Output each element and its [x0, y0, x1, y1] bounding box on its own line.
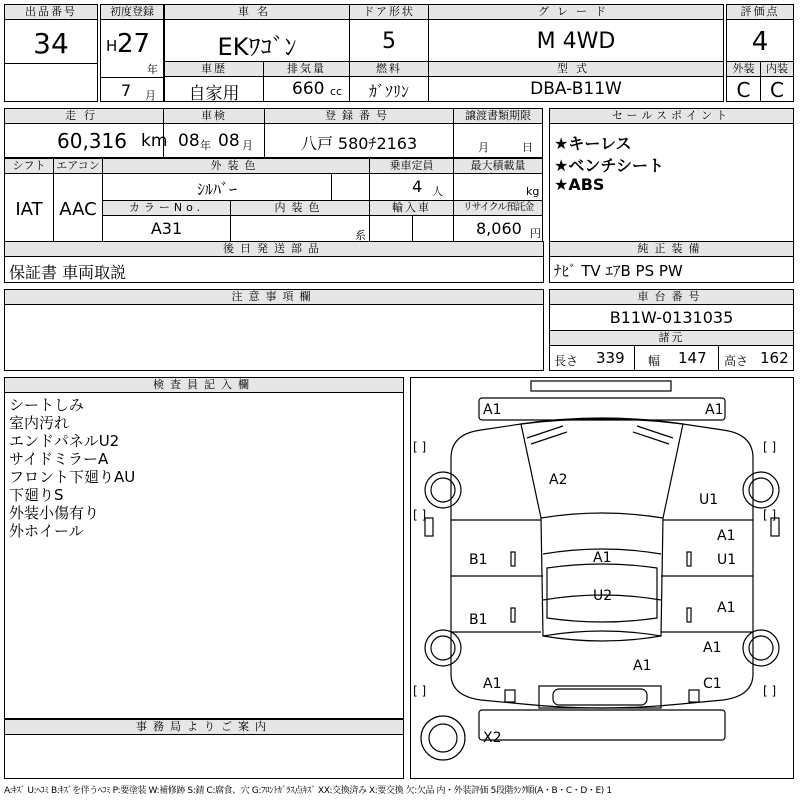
history-value: 自家用 [188, 84, 240, 104]
interior-grade-box [760, 61, 794, 102]
interior-color-unit: 系 [355, 229, 366, 242]
bracket-left-rear: [ ] [413, 684, 427, 698]
mark-left-rear-quarter: A1 [483, 676, 502, 692]
import-box [369, 200, 454, 242]
car-name-box [164, 4, 350, 62]
interior-grade-value: C [770, 78, 784, 102]
mark-trunk: A1 [633, 658, 652, 674]
inspector-note-8: 外ホイール [9, 522, 84, 540]
later-parts-label: 後日発送部品 [5, 242, 543, 257]
aircon-value: AAC [59, 199, 97, 220]
transfer-tsuki: 月 [478, 141, 489, 154]
recycle-unit: 円 [530, 227, 541, 240]
mark-right-rear-fender: A1 [703, 640, 722, 656]
aircon-label: エアコン [54, 159, 102, 174]
reg-month: 7 [121, 81, 132, 100]
inspection-nen: 年 [200, 139, 211, 152]
dims-label: 諸元 [550, 330, 793, 346]
mark-right-front-door-u: U1 [717, 552, 737, 568]
sales-point-2: ★ベンチシート [554, 156, 665, 175]
interior-color-box [230, 200, 370, 242]
lot-label: 出品番号 [5, 5, 97, 20]
plate-box [264, 108, 454, 158]
inspector-note-6: 下廻りS [9, 486, 64, 504]
inspector-box [4, 377, 404, 719]
mark-left-rear-door: B1 [469, 612, 488, 628]
mileage-unit: km [141, 131, 168, 151]
car-name-label: 車名 [165, 5, 349, 20]
shift-label: シフト [5, 159, 53, 174]
bracket-left-mid: [ ] [413, 508, 427, 522]
exterior-color-label: 外装色 [103, 159, 369, 174]
grade-value: M 4WD [536, 29, 616, 54]
office-label: 事務局よりご案内 [5, 720, 403, 735]
length-value: 339 [596, 349, 625, 367]
shift-value: IAT [15, 199, 43, 220]
interior-grade-label: 内装 [761, 62, 793, 77]
inspector-note-1: シートしみ [9, 396, 85, 414]
exterior-color-value: ｼﾙﾊﾞｰ [196, 180, 237, 199]
score-value: 4 [751, 27, 769, 57]
car-name-value: EKﾜｺﾞﾝ [217, 33, 297, 61]
displacement-box [263, 61, 350, 102]
equipment-label: 純正装備 [550, 242, 793, 257]
inspection-year: 08 [178, 131, 200, 151]
model-label: 型式 [429, 62, 723, 77]
interior-color-label: 内装色 [231, 201, 369, 216]
transfer-label: 譲渡書類期限 [454, 109, 542, 124]
inspector-note-5: フロント下廻りAU [9, 468, 136, 486]
bracket-right-mid: [ ] [763, 508, 777, 522]
first-registration-box [100, 4, 164, 102]
mark-roof-rear: U2 [593, 588, 613, 604]
later-parts-box [4, 241, 544, 283]
bracket-left-front: [ ] [413, 440, 427, 454]
sales-point-3: ★ABS [554, 175, 605, 194]
mark-front-bumper-left: A1 [483, 402, 502, 418]
inspection-month: 08 [218, 131, 240, 151]
inspector-label: 検査員記入欄 [5, 378, 403, 393]
history-box [164, 61, 264, 102]
seats-value: 4 [412, 177, 423, 196]
model-box [428, 61, 724, 102]
car-outline-diagram [411, 378, 793, 778]
office-box [4, 719, 404, 779]
grade-box [428, 4, 724, 62]
load-unit: kg [526, 185, 540, 198]
era: H [106, 37, 118, 55]
caution-label: 注意事項欄 [5, 290, 543, 305]
import-label: 輸入車 [370, 201, 453, 216]
legend-text: A:ｷｽﾞ U:ﾍｺﾐ B:ｷｽﾞを伴うﾍｺﾐ P:要塗装 W:補修跡 S:錆 C:腐食、穴 G:ﾌﾛﾝﾄｶﾞﾗｽ点ｷｽﾞ XX:交換済み X:要交換 欠:欠品 内・外装評価 5段階ﾗﾝｸ順(A・B・C・D・E) 1 [4, 786, 612, 796]
reg-year: 27 [117, 29, 151, 59]
mark-rear-bumper-left: X2 [483, 730, 502, 746]
exterior-grade-label: 外装 [727, 62, 760, 77]
chassis-label: 車台番号 [550, 290, 793, 305]
length-label: 長さ [554, 354, 579, 368]
first-registration-label: 初度登録 [101, 5, 163, 20]
bracket-right-rear: [ ] [763, 684, 777, 698]
height-label: 高さ [724, 354, 749, 368]
inspection-label: 車検 [164, 109, 264, 124]
later-parts-value: 保証書 車両取説 [9, 263, 127, 282]
color-code-label: カラーNo. [103, 201, 230, 216]
sales-points-label: セールスポイント [550, 109, 793, 124]
door-label: ドア形状 [350, 5, 428, 20]
door-value: 5 [382, 29, 396, 54]
sales-points-box [549, 108, 794, 242]
recycle-box [453, 200, 543, 242]
lot-box [4, 4, 98, 102]
tsuki-label: 月 [145, 89, 156, 102]
bracket-right-front: [ ] [763, 440, 777, 454]
mark-right-front-fender: U1 [699, 492, 719, 508]
color-code-value: A31 [150, 219, 183, 238]
chassis-value: B11W-0131035 [609, 308, 734, 327]
mark-right-rear-door: A1 [717, 600, 736, 616]
fuel-label: 燃料 [350, 62, 428, 77]
fuel-value: ｶﾞｿﾘﾝ [368, 82, 409, 101]
sales-point-1: ★キーレス [554, 134, 632, 153]
fuel-box [349, 61, 429, 102]
exterior-grade-value: C [736, 78, 751, 102]
plate-label: 登録番号 [265, 109, 453, 124]
mileage-value: 60,316 [57, 129, 127, 153]
mark-front-bumper-right: A1 [705, 402, 724, 418]
exterior-grade-box [726, 61, 761, 102]
lot-value: 34 [33, 27, 69, 60]
transfer-box [453, 108, 543, 158]
inspector-note-2: 室内汚れ [9, 414, 70, 432]
exterior-color-box [102, 158, 370, 201]
displacement-label: 排気量 [264, 62, 349, 77]
inspector-note-3: エンドパネルU2 [9, 432, 120, 450]
seats-unit: 人 [432, 185, 443, 198]
chassis-box [549, 289, 794, 371]
inspector-note-7: 外装小傷有り [9, 504, 100, 522]
damage-diagram [410, 377, 794, 779]
inspector-note-4: サイドミラーA [9, 450, 109, 468]
mileage-label: 走行 [5, 109, 163, 124]
nen-label: 年 [147, 63, 158, 76]
caution-box [4, 289, 544, 371]
width-value: 147 [678, 349, 707, 367]
score-label: 評価点 [727, 5, 793, 20]
model-value: DBA-B11W [530, 79, 622, 99]
transfer-hi: 日 [522, 141, 533, 154]
displacement-unit: cc [330, 85, 343, 98]
width-label: 幅 [648, 354, 661, 368]
seats-box [369, 158, 454, 201]
mark-left-front-door: B1 [469, 552, 488, 568]
displacement-value: 660 [292, 79, 325, 99]
color-code-box [102, 200, 231, 242]
shift-box [4, 158, 54, 242]
load-label: 最大積載量 [454, 159, 542, 174]
load-box [453, 158, 543, 201]
recycle-label: リサイクル預託金 [454, 201, 542, 216]
mark-roof: A1 [593, 550, 612, 566]
mark-right-front-door-a: A1 [717, 528, 736, 544]
inspection-tsuki: 月 [242, 139, 253, 152]
equipment-value: ﾅﾋﾞ TV ｴｱB PS PW [554, 262, 683, 280]
seats-label: 乗車定員 [370, 159, 453, 174]
height-value: 162 [760, 349, 789, 367]
aircon-box [53, 158, 103, 242]
mark-hood: A2 [549, 472, 568, 488]
score-box [726, 4, 794, 62]
plate-value: 八戸 580ﾁ2163 [300, 134, 418, 153]
recycle-value: 8,060 [476, 219, 522, 238]
inspection-box [163, 108, 265, 158]
mileage-box [4, 108, 168, 158]
equipment-box [549, 241, 794, 283]
door-box [349, 4, 429, 62]
grade-label: グレード [429, 5, 723, 20]
history-label: 車歴 [165, 62, 263, 77]
mark-right-rear-quarter: C1 [703, 676, 722, 692]
